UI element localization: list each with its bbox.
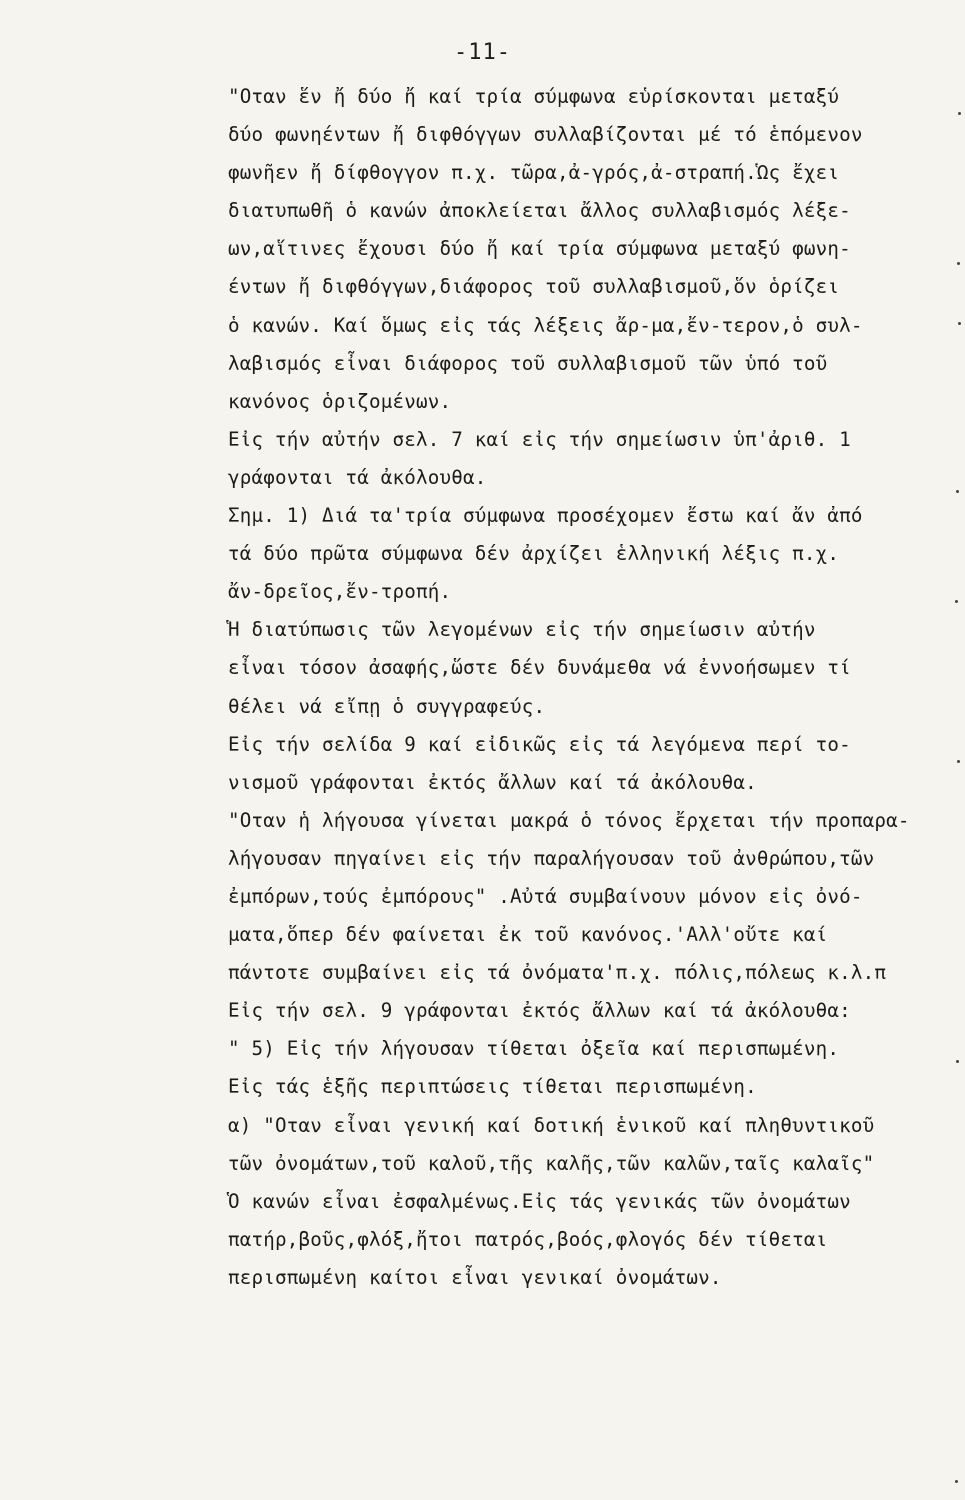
scan-speck xyxy=(955,600,958,603)
text-line: πατήρ,βοῦς,φλόξ,ἤτοι πατρός,βοός,φλογός δέν τίθεται xyxy=(228,1227,828,1251)
text-line: περισπωμένη καίτοι εἶναι γενικαί ὀνομάτων. xyxy=(228,1265,722,1289)
scan-speck xyxy=(956,1060,959,1063)
text-line: δύο φωνηέντων ἤ διφθόγγων συλλαβίζονται μέ τό ἑπόμενον xyxy=(228,123,863,147)
text-line: τῶν ὀνομάτων,τοῦ καλοῦ,τῆς καλῆς,τῶν καλῶν,ταῖς καλαῖς" xyxy=(228,1151,875,1175)
text-line: έντων ἤ διφθόγγων,διάφορος τοῦ συλλαβισμοῦ,ὅν ὁρίζει xyxy=(228,275,840,299)
body-text xyxy=(228,78,943,1297)
text-line: θέλει νά εἴπῃ ὁ συγγραφεύς. xyxy=(228,694,546,718)
text-line: ὁ κανών. Καί ὅμως εἰς τάς λέξεις ἄρ-μα,ἔν-τερον,ὁ συλ- xyxy=(228,313,863,337)
text-line: Εἰς τήν σελίδα 9 καί εἰδικῶς εἰς τά λεγόμενα περί το- xyxy=(228,732,851,756)
text-line: διατυπωθῆ ὁ κανών ἀποκλείεται ἄλλος συλλαβισμός λέξε- xyxy=(228,199,851,223)
scan-speck xyxy=(955,1480,958,1483)
text-line: Ὁ κανών εἶναι ἐσφαλμένως.Εἰς τάς γενικάς τῶν ὀνομάτων xyxy=(228,1189,851,1213)
text-line: "Οταν ἡ λήγουσα γίνεται μακρά ὁ τόνος ἔρχεται τήν προπαρα- xyxy=(228,808,910,832)
text-line: λήγουσαν πηγαίνει εἰς τήν παραλήγουσαν τοῦ ἀνθρώπου,τῶν xyxy=(228,846,875,870)
text-line: κανόνος ὁριζομένων. xyxy=(228,389,452,413)
text-line: γράφονται τά ἀκόλουθα. xyxy=(228,465,487,489)
text-line: α) "Οταν εἶναι γενική καί δοτική ἑνικοῦ καί πληθυντικοῦ xyxy=(228,1113,875,1137)
text-line: ἐμπόρων,τούς ἐμπόρους" .Αὐτά συμβαίνουν μόνον εἰς ὀνό- xyxy=(228,884,863,908)
page-number: -11- xyxy=(454,40,511,65)
text-line: Εἰς τήν αὐτήν σελ. 7 καί εἰς τήν σημείωσιν ὑπ'ἀριθ. 1 xyxy=(228,427,851,451)
text-line: Εἰς τήν σελ. 9 γράφονται ἐκτός ἄλλων καί τά ἀκόλουθα: xyxy=(228,999,851,1023)
text-line: ἄν-δρεῖος,ἔν-τροπή. xyxy=(228,580,452,604)
text-line: Εἰς τάς ἑξῆς περιπτώσεις τίθεται περισπωμένη. xyxy=(228,1075,757,1099)
text-line: τά δύο πρῶτα σύμφωνα δέν ἀρχίζει ἑλληνική λέξις π.χ. xyxy=(228,542,840,566)
text-line: " 5) Εἰς τήν λήγουσαν τίθεται ὀξεῖα καί περισπωμένη. xyxy=(228,1037,840,1061)
scan-speck xyxy=(958,322,961,325)
scan-speck xyxy=(957,760,960,763)
scan-speck xyxy=(957,262,960,265)
text-line: Σημ. 1) Διά τα'τρία σύμφωνα προσέχομεν ἔστω καί ἄν ἀπό xyxy=(228,504,863,528)
text-line: νισμοῦ γράφονται ἐκτός ἄλλων καί τά ἀκόλουθα. xyxy=(228,770,757,794)
text-line: φωνῆεν ἤ δίφθογγον π.χ. τῶρα,ἀ-γρός,ἀ-στραπή.Ὡς ἔχει xyxy=(228,161,840,185)
text-line: Ἡ διατύπωσις τῶν λεγομένων εἰς τήν σημείωσιν αὐτήν xyxy=(228,618,816,642)
text-line: εἶναι τόσον ἀσαφής,ὥστε δέν δυνάμεθα νά ἐννοήσωμεν τί xyxy=(228,656,851,680)
scan-speck xyxy=(958,112,961,115)
text-line: ματα,ὅπερ δέν φαίνεται ἐκ τοῦ κανόνος.'Αλλ'οὔτε καί xyxy=(228,923,828,947)
text-line: ων,αἵτινες ἔχουσι δύο ἤ καί τρία σύμφωνα μεταξύ φωνη- xyxy=(228,237,851,261)
text-line: πάντοτε συμβαίνει εἰς τά ὀνόματα'π.χ. πόλις,πόλεως κ.λ.π xyxy=(228,961,887,985)
text-line: "Οταν ἕν ἤ δύο ἤ καί τρία σύμφωνα εὑρίσκονται μεταξύ xyxy=(228,85,840,108)
scan-speck xyxy=(956,490,959,493)
text-line: λαβισμός εἶναι διάφορος τοῦ συλλαβισμοῦ τῶν ὑπό τοῦ xyxy=(228,351,828,375)
